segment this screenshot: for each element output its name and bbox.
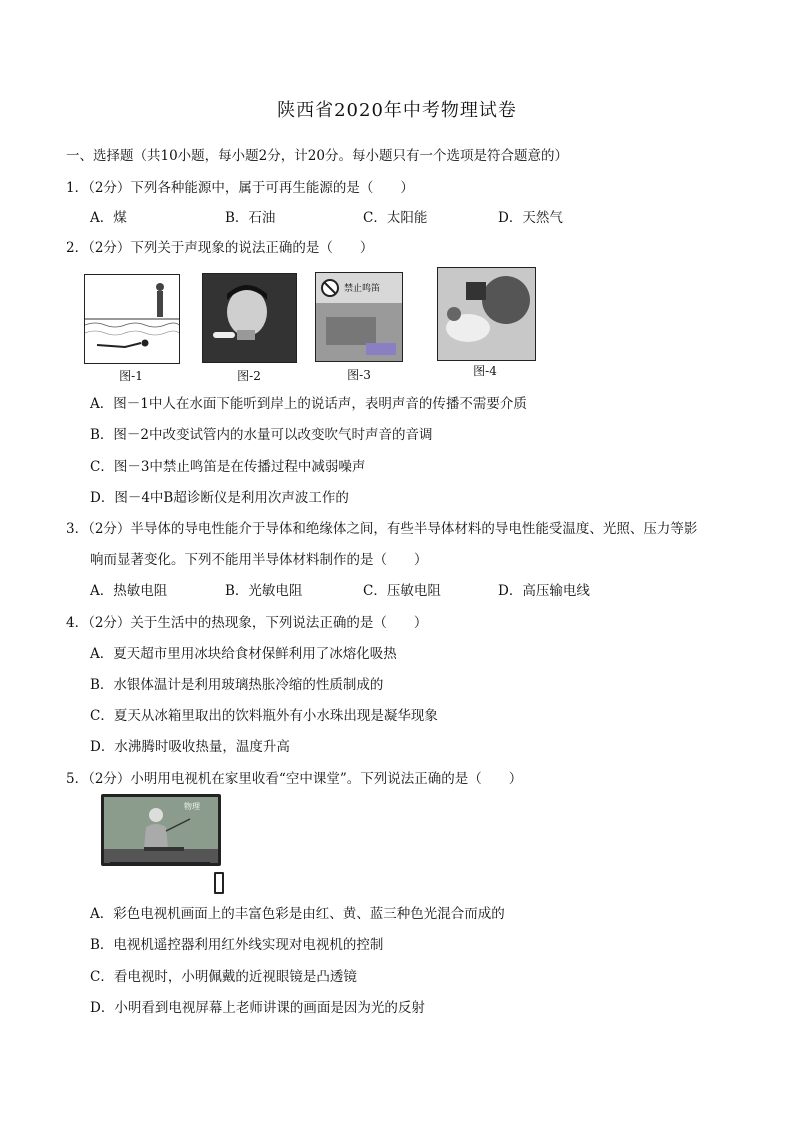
question-3-option-d: D．高压输电线 [498,583,590,599]
question-3-option-b: B．光敏电阻 [225,583,303,599]
question-3-option-a: A．热敏电阻 [90,583,168,599]
question-2-option-a: A．图－1中人在水面下能听到岸上的说话声，表明声音的传播不需要介质 [90,396,527,412]
figure-3-image [315,272,403,362]
figure-4-caption: 图-4 [473,364,497,378]
question-1-option-d: D．天然气 [498,210,563,226]
question-1-option-b: B．石油 [225,210,276,226]
question-4-option-b: B．水银体温计是利用玻璃热胀冷缩的性质制成的 [90,677,384,693]
question-4-option-d: D．水沸腾时吸收热量，温度升高 [90,739,290,755]
tv-subject-label: 物理 [184,802,200,811]
boy-blowing-tube-photo [203,274,296,362]
figure-1-caption: 图-1 [119,369,143,383]
question-5-option-c: C．看电视时，小明佩戴的近视眼镜是凸透镜 [90,969,357,985]
question-5-stem: 5．（2分）小明用电视机在家里收看“空中课堂”。下列说法正确的是（ ） [66,771,523,787]
question-4-stem: 4．（2分）关于生活中的热现象，下列说法正确的是（ ） [66,615,428,631]
page-title: 陕西省2020年中考物理试卷 [277,100,517,121]
ultrasound-examination-photo [438,268,535,360]
remote-control-icon [214,872,224,894]
swimmer-under-water-illustration [85,275,179,363]
question-2-stem: 2．（2分）下列关于声现象的说法正确的是（ ） [66,240,374,256]
question-2-option-c: C．图－3中禁止鸣笛是在传播过程中减弱噪声 [90,459,366,475]
tv-stand [110,862,210,866]
question-3-option-c: C．压敏电阻 [363,583,441,599]
question-1-stem: 1．（2分）下列各种能源中，属于可再生能源的是（ ） [66,180,414,196]
question-1-option-a: A．煤 [90,210,127,226]
question-3-stem-line1: 3．（2分）半导体的导电性能介于导体和绝缘体之间，有些半导体材料的导电性能受温度、光照、压力等影 [66,521,698,537]
figure-1-image [84,274,180,364]
figure-4-image [437,267,536,361]
no-honking-sign-text: 禁止鸣笛 [344,284,381,294]
question-1-option-c: C．太阳能 [363,210,428,226]
question-3-stem-line2: 响而显著变化。下列不能用半导体材料制作的是（ ） [90,552,428,568]
television-image [101,794,221,866]
question-5-option-d: D．小明看到电视屏幕上老师讲课的画面是因为光的反射 [90,1000,425,1016]
question-4-option-a: A．夏天超市里用冰块给食材保鲜利用了冰熔化吸热 [90,646,397,662]
figure-3-caption: 图-3 [347,368,371,382]
question-5-option-b: B．电视机遥控器利用红外线实现对电视机的控制 [90,937,384,953]
figure-2-image [202,273,297,363]
figure-2-caption: 图-2 [237,369,261,383]
question-4-option-c: C．夏天从冰箱里取出的饮料瓶外有小水珠出现是凝华现象 [90,708,438,724]
question-2-option-b: B．图－2中改变试管内的水量可以改变吹气时声音的音调 [90,427,433,443]
question-2-option-d: D．图－4中B超诊断仪是利用次声波工作的 [90,490,349,506]
section-heading: 一、选择题（共10小题，每小题2分，计20分。每小题只有一个选项是符合题意的） [66,148,568,164]
question-5-option-a: A．彩色电视机画面上的丰富色彩是由红、黄、蓝三种色光混合而成的 [90,906,505,922]
tv-teacher-lecture-illustration [104,797,218,863]
